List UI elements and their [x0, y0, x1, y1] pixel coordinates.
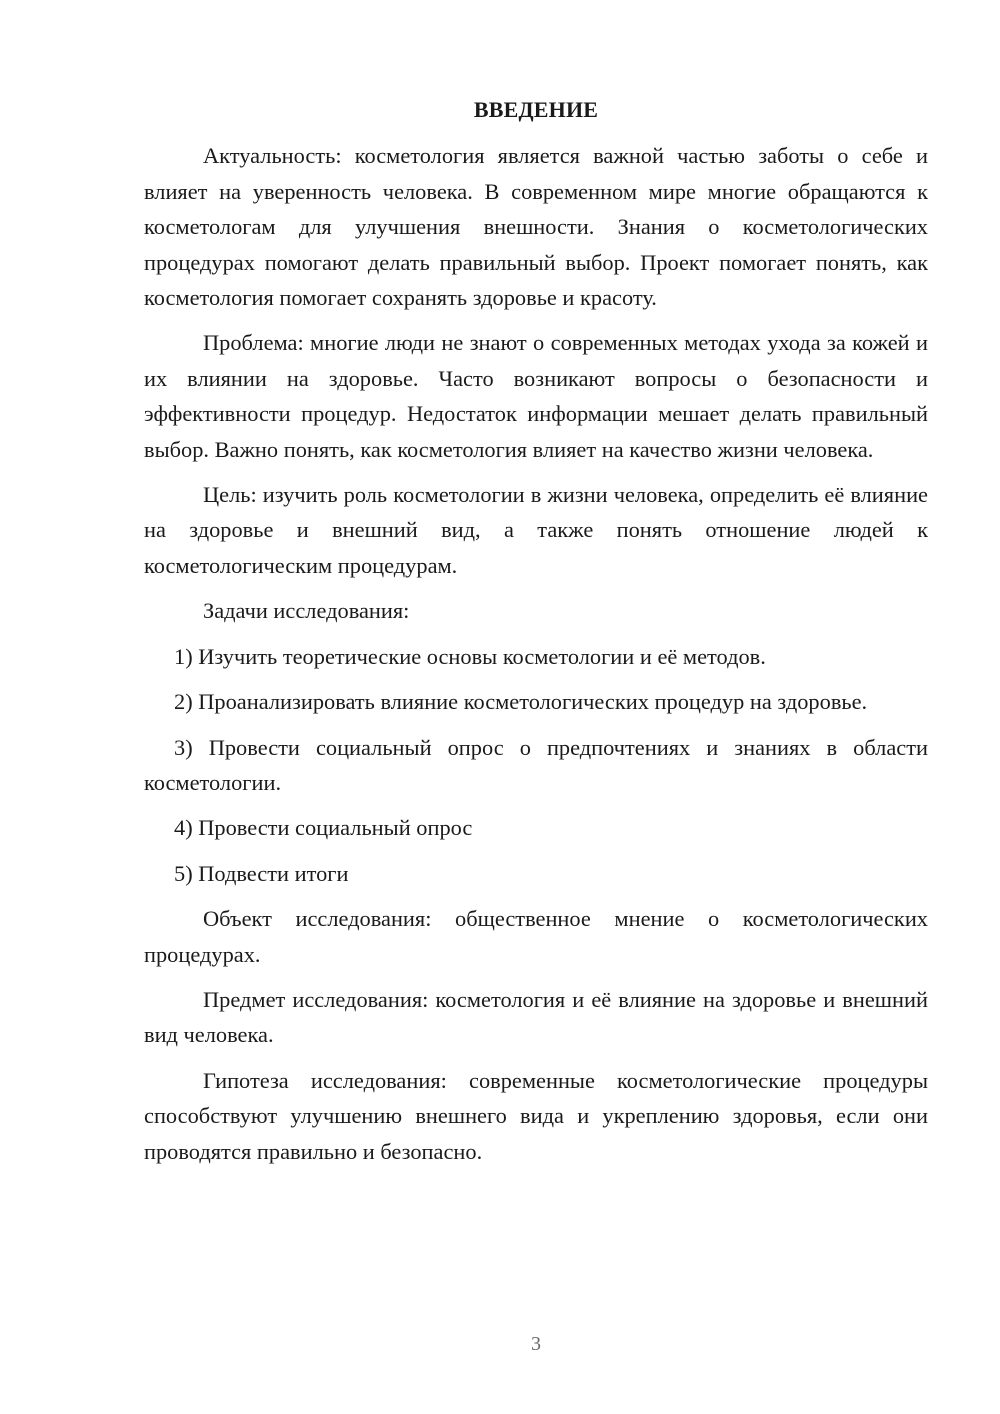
task-item-2: 2) Проанализировать влияние косметологических процедур на здоровье. [174, 689, 868, 715]
subject-paragraph: Предмет исследования: косметология и её влияние на здоровье и внешний вид человека. [144, 986, 928, 1048]
section-title: ВВЕДЕНИЕ [473, 97, 599, 122]
goal-paragraph: Цель: изучить роль косметологии в жизни человека, определить её влияние на здоровье и внешний вид, а также понять отношение людей к косметологическим процедурам. [144, 482, 928, 578]
task-item-5: 5) Подвести итоги [174, 860, 349, 886]
task-item-1: 1) Изучить теоретические основы косметологии и её методов. [174, 643, 766, 669]
document-page [144, 92, 928, 1179]
hypothesis-paragraph: Гипотеза исследования: современные косметологические процедуры способствуют улучшению внешнего вида и укреплению здоровья, если они проводятся правильно и безопасно. [144, 1067, 928, 1164]
object-paragraph: Объект исследования: общественное мнение о косметологических процедурах. [144, 906, 928, 967]
tasks-heading: Задачи исследования: [203, 598, 410, 624]
page-number: 3 [531, 1333, 541, 1355]
problem-paragraph: Проблема: многие люди не знают о современных методах ухода за кожей и их влиянии на здоровье. Часто возникают вопросы о безопасности и эффективности процедур. Недостаток информации мешает делать правильный выбор. Важно понять, как косметология влияет на качество жизни человека. [144, 330, 928, 462]
relevance-paragraph: Актуальность: косметология является важной частью заботы о себе и влияет на уверенность человека. В современном мире многие обращаются к косметологам для улучшения внешности. Знания о косметологических процедурах помогают делать правильный выбор. Проект помогает понять, как косметология помогает сохранять здоровье и красоту. [144, 143, 928, 311]
task-item-3: 3) Провести социальный опрос о предпочтениях и знаниях в области косметологии. [144, 734, 928, 795]
task-item-4: 4) Провести социальный опрос [174, 815, 473, 841]
